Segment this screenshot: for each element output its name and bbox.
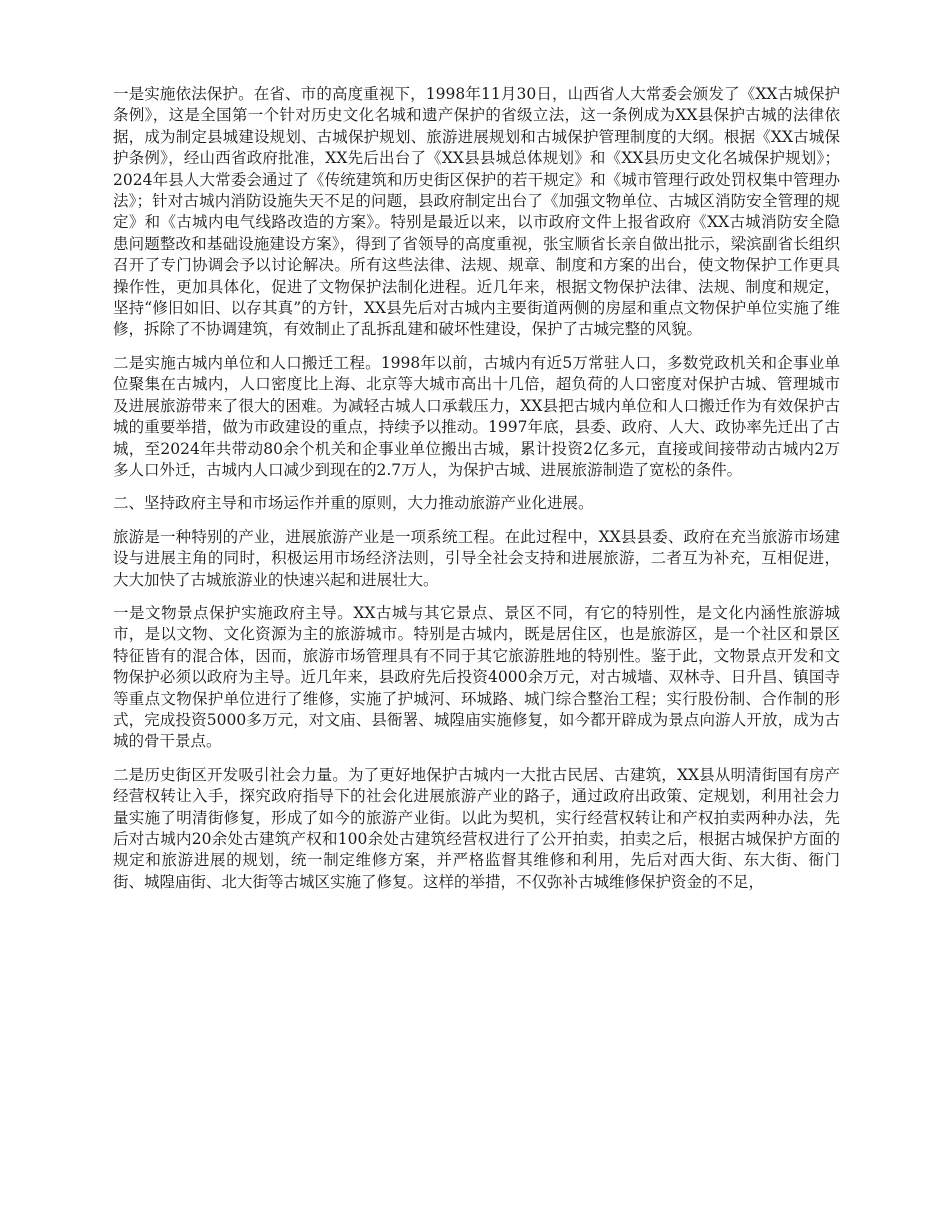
- paragraph-historic-streets: 二是历史街区开发吸引社会力量。为了更好地保护古城内一大批古民居、古建筑，XX县从明清街国有房产经营权转让入手，探究政府指导下的社会化进展旅游产业的路子，通过政府出政策、定规划，利用社会力量实施了明清街修复，形成了如今的旅游产业街。以此为契机，实行经营权转让和产权拍卖两种办法，先后对古城内20余处古建筑产权和100余处古建筑经营权进行了公开拍卖，拍卖之后，根据古城保护方面的规定和旅游进展的规划，统一制定维修方案，并严格监督其维修和利用，先后对西大街、东大街、衙门街、城隍庙街、北大街等古城区实施了修复。这样的举措，不仅弥补古城维修保护资金的不足，: [113, 765, 840, 891]
- paragraph-tourism-intro: 旅游是一种特别的产业，进展旅游产业是一项系统工程。在此过程中，XX县县委、政府在充当旅游市场建设与进展主角的同时，积极运用市场经济法则，引导全社会支持和进展旅游，二者互为补充，互相促进，大大加快了古城旅游业的快速兴起和进展壮大。: [113, 527, 840, 589]
- paragraph-government-led: 一是文物景点保护实施政府主导。XX古城与其它景点、景区不同，有它的特别性，是文化内涵性旅游城市，是以文物、文化资源为主的旅游城市。特别是古城内，既是居住区，也是旅游区，是一个社区和景区特征皆有的混合体，因而，旅游市场管理具有不同于其它旅游胜地的特别性。鉴于此，文物景点开发和文物保护必须以政府为主导。近几年来，县政府先后投资4000余万元，对古城墙、双林寺、日升昌、镇国寺等重点文物保护单位进行了维修，实施了护城河、环城路、城门综合整治工程；实行股份制、合作制的形式，完成投资5000多万元，对文庙、县衙署、城隍庙实施修复，如今都开辟成为景点向游人开放，成为古城的骨干景点。: [113, 603, 840, 751]
- document-body: [113, 84, 840, 905]
- paragraph-legal-protection: 一是实施依法保护。在省、市的高度重视下，1998年11月30日，山西省人大常委会颁发了《XX古城保护条例》，这是全国第一个针对历史文化名城和遗产保护的省级立法，这一条例成为XX县保护古城的法律依据，成为制定县城建设规划、古城保护规划、旅游进展规划和古城保护管理制度的大纲。根据《XX古城保护条例》，经山西省政府批准，XX先后出台了《XX县县城总体规划》和《XX县历史文化名城保护规划》；2024年县人大常委会通过了《传统建筑和历史街区保护的若干规定》和《城市管理行政处罚权集中管理办法》；针对古城内消防设施失天不足的问题，县政府制定出台了《加强文物单位、古城区消防安全管理的规定》和《古城内电气线路改造的方案》。特别是最近以来，以市政府文件上报省政府《XX古城消防安全隐患问题整改和基础设施建设方案》，得到了省领导的高度重视，张宝顺省长亲自做出批示，梁滨副省长组织召开了专门协调会予以讨论解决。所有这些法律、法规、规章、制度和方案的出台，使文物保护工作更具操作性，更加具体化，促进了文物保护法制化进程。近几年来，根据文物保护法律、法规、制度和规定，坚持“修旧如旧、以存其真”的方针，XX县先后对古城内主要街道两侧的房屋和重点文物保护单位实施了维修，拆除了不协调建筑，有效制止了乱拆乱建和破坏性建设，保护了古城完整的风貌。: [113, 85, 840, 339]
- section-heading-tourism: 二、坚持政府主导和市场运作并重的原则，大力推动旅游产业化进展。: [113, 494, 594, 513]
- paragraph-population-relocation: 二是实施古城内单位和人口搬迁工程。1998年以前，古城内有近5万常驻人口，多数党政机关和企事业单位聚集在古城内，人口密度比上海、北京等大城市高出十几倍，超负荷的人口密度对保护古城、管理城市及进展旅游带来了很大的困难。为减轻古城人口承载压力，XX县把古城内单位和人口搬迁作为有效保护古城的重要举措，做为市政建设的重点，持续予以推动。1997年底，县委、政府、人大、政协率先迁出了古城，至2024年共带动80余个机关和企事业单位搬出古城，累计投资2亿多元，直接或间接带动古城内2万多人口外迁，古城内人口减少到现在的2.7万人，为保护古城、进展旅游制造了宽松的条件。: [113, 353, 840, 479]
